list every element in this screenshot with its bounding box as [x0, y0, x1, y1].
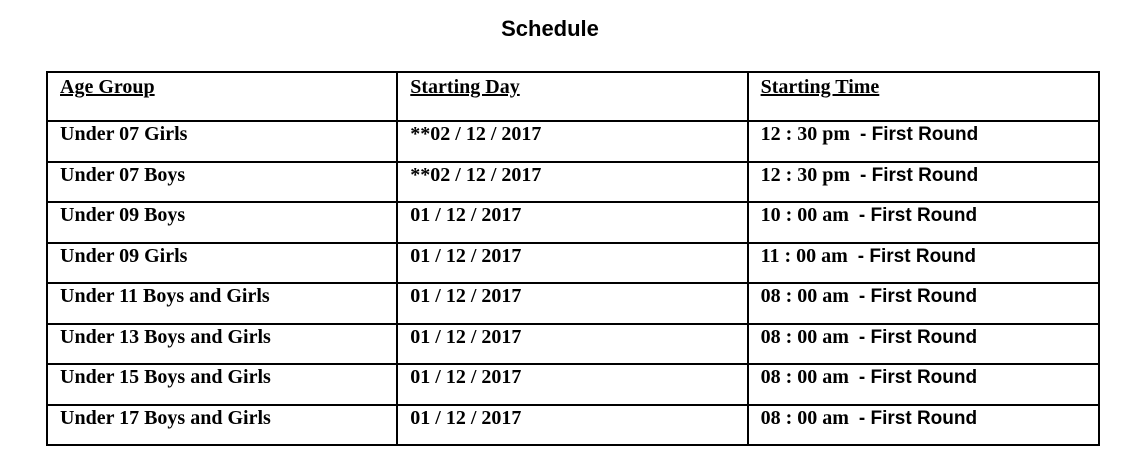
starting-day-cell: 01 / 12 / 2017: [397, 243, 747, 284]
age-group-cell: Under 07 Girls: [47, 121, 397, 162]
start-time-value: 11 : 00 am: [760, 244, 848, 267]
age-group-cell: Under 09 Boys: [47, 202, 397, 243]
start-time-value: 12 : 30 pm: [760, 163, 851, 186]
round-label: - First Round: [860, 124, 979, 145]
age-group-cell: Under 15 Boys and Girls: [47, 364, 397, 405]
starting-time-cell: [748, 243, 1099, 284]
starting-time-cell: [748, 324, 1099, 365]
table-row: [47, 283, 1099, 324]
round-label: - First Round: [858, 326, 978, 348]
header-label-starting-day: Starting Day: [410, 76, 520, 98]
starting-time-cell: [748, 121, 1099, 162]
table-row: [47, 162, 1099, 203]
age-group-cell: Under 07 Boys: [47, 162, 397, 203]
round-label: - First Round: [857, 245, 976, 267]
age-group-cell: Under 13 Boys and Girls: [47, 324, 397, 365]
starting-day-cell: 01 / 12 / 2017: [397, 324, 747, 365]
start-time-value: 08 : 00 am: [760, 285, 849, 307]
schedule-heading: Schedule: [501, 16, 599, 41]
age-group-cell: Under 11 Boys and Girls: [47, 283, 397, 324]
start-time-value: 12 : 30 pm: [760, 123, 851, 145]
starting-day-cell: 01 / 12 / 2017: [397, 283, 747, 324]
starting-day-cell: 01 / 12 / 2017: [397, 405, 747, 446]
starting-day-cell: 01 / 12 / 2017: [397, 364, 747, 405]
schedule-table-body: [47, 72, 1099, 445]
table-row: [47, 202, 1099, 243]
start-time-value: 08 : 00 am: [760, 406, 849, 429]
header-cell-age-group: [47, 72, 397, 121]
round-label: - First Round: [858, 205, 978, 226]
header-cell-starting-day: [397, 72, 747, 121]
starting-day-cell: 01 / 12 / 2017: [397, 202, 747, 243]
start-time-value: 10 : 00 am: [760, 204, 849, 226]
start-time-value: 08 : 00 am: [760, 325, 849, 348]
starting-time-cell: [748, 405, 1099, 446]
schedule-table: [46, 71, 1100, 446]
table-row: [47, 121, 1099, 162]
starting-time-cell: [748, 202, 1099, 243]
age-group-cell: Under 17 Boys and Girls: [47, 405, 397, 446]
page-title: [0, 16, 1100, 42]
round-label: - First Round: [858, 367, 978, 388]
starting-day-cell: **02 / 12 / 2017: [397, 162, 747, 203]
table-header-row: [47, 72, 1099, 121]
round-label: - First Round: [860, 164, 979, 186]
table-row: [47, 324, 1099, 365]
start-time-value: 08 : 00 am: [760, 366, 849, 388]
table-row: [47, 405, 1099, 446]
table-row: [47, 364, 1099, 405]
starting-time-cell: [748, 283, 1099, 324]
header-label-starting-time: Starting Time: [760, 76, 880, 98]
round-label: - First Round: [858, 286, 978, 307]
header-cell-starting-time: [748, 72, 1099, 121]
table-row: [47, 243, 1099, 284]
round-label: - First Round: [858, 407, 978, 429]
starting-day-cell: **02 / 12 / 2017: [397, 121, 747, 162]
starting-time-cell: [748, 162, 1099, 203]
starting-time-cell: [748, 364, 1099, 405]
age-group-cell: Under 09 Girls: [47, 243, 397, 284]
header-label-age-group: Age Group: [60, 76, 155, 98]
